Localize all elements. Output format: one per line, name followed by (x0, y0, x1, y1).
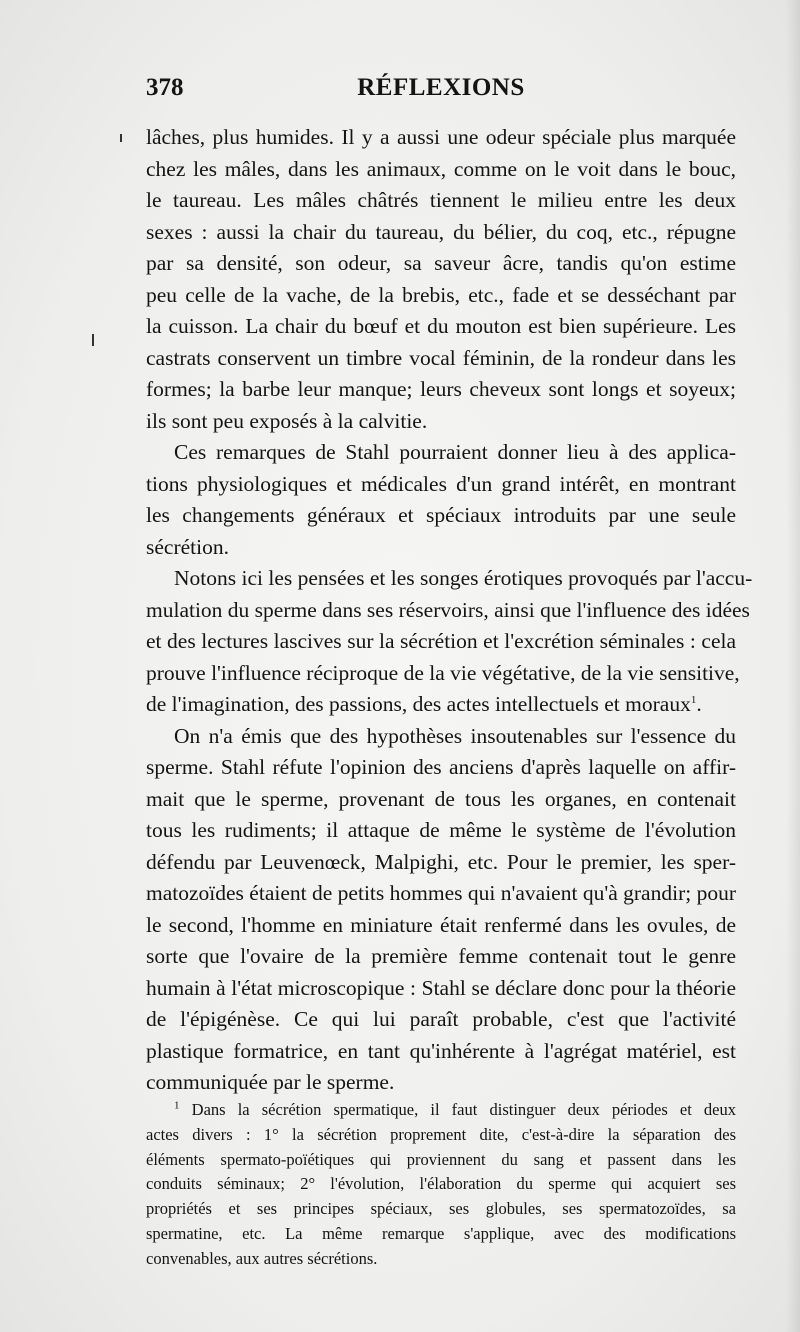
line-text: sécrétion. (146, 534, 229, 559)
text-line (146, 532, 736, 564)
footnote-text: propriétés et ses principes spéciaux, ses globules, ses spermatozoïdes, sa (146, 1199, 736, 1219)
line-text: tous les rudiments; il attaque de même le système de l'évolution (146, 818, 736, 842)
line-text: lâches, plus humides. Il y a aussi une odeur spéciale plus marquée (146, 125, 736, 149)
text-line (146, 217, 736, 249)
text-line (146, 469, 736, 501)
footnotes (146, 1098, 736, 1272)
text-line (146, 122, 736, 154)
text-line (146, 595, 750, 627)
text-line (146, 910, 736, 942)
footnote-text: actes divers : 1° la sécrétion proprement dite, c'est-à-dire la séparation des (146, 1124, 736, 1144)
line-text: formes; la barbe leur manque; leurs cheveux sont longs et soyeux; (146, 377, 736, 401)
footnote-line (146, 1123, 736, 1148)
line-text: Notons ici les pensées et les songes érotiques provoqués par l'accu- (174, 566, 753, 590)
line-text: les changements généraux et spéciaux introduits par une seule (146, 503, 736, 527)
footnote-text: Dans la sécrétion spermatique, il faut distinguer deux périodes et deux (191, 1100, 737, 1119)
text-line (146, 280, 736, 312)
line-text: castrats conservent un timbre vocal féminin, de la rondeur dans les (146, 345, 736, 370)
text-line (146, 1067, 736, 1099)
line-text: plastique formatrice, en tant qu'inhérente à l'agrégat matériel, est (146, 1038, 736, 1063)
margin-mark (120, 134, 122, 142)
text-line (146, 626, 736, 658)
line-text: le taureau. Les mâles châtrés tiennent le milieu entre les deux (146, 188, 736, 212)
line-text: chez les mâles, dans les animaux, comme on le voit dans le bouc, (146, 156, 736, 181)
margin-mark (92, 334, 94, 346)
line-text: défendu par Leuvenœck, Malpighi, etc. Pour le premier, les sper- (146, 849, 736, 874)
line-text: et des lectures lascives sur la sécrétion et l'excrétion séminales : cela (146, 629, 736, 653)
text-line (146, 343, 736, 375)
footnote-text: convenables, aux autres sécrétions. (146, 1248, 378, 1268)
text-line (146, 658, 740, 690)
text-line (146, 406, 736, 438)
text-line (146, 374, 736, 406)
line-text: humain à l'état microscopique : Stahl se déclare donc pour la théorie (146, 975, 736, 1000)
line-text: matozoïdes étaient de petits hommes qui n'avaient qu'à grandir; pour (146, 881, 736, 905)
text-line (146, 185, 736, 217)
running-head: RÉFLEXIONS (357, 74, 525, 101)
text-line (146, 784, 736, 816)
text-line (146, 752, 736, 784)
line-text: de l'imagination, des passions, des actes intellectuels et moraux (146, 692, 691, 716)
footnote-text: spermatine, etc. La même remarque s'applique, avec des modifications (146, 1223, 736, 1243)
text-line (146, 847, 736, 879)
text-line (146, 721, 736, 753)
line-text: ils sont peu exposés à la calvitie. (146, 408, 428, 433)
line-text: prouve l'influence réciproque de la vie végétative, de la vie sensitive, (146, 660, 740, 685)
text-line (146, 878, 736, 910)
body-text (146, 122, 753, 1099)
line-text: sperme. Stahl réfute l'opinion des anciens d'après laquelle on affir- (146, 755, 736, 779)
footnote-marker: 1 (174, 1099, 180, 1112)
text-line (146, 248, 736, 280)
text-line (146, 1004, 736, 1036)
footnote-line (146, 1247, 736, 1272)
footnote-line (146, 1197, 736, 1222)
text-line (146, 689, 736, 721)
footnote-text: conduits séminaux; 2° l'évolution, l'élaboration du sperme qui acquiert ses (146, 1174, 736, 1194)
footnote-line (146, 1148, 736, 1173)
text-line (146, 1036, 736, 1068)
page-header (146, 74, 736, 108)
footnote-line (146, 1222, 736, 1247)
line-text: par sa densité, son odeur, sa saveur âcre, tandis qu'on estime (146, 251, 736, 275)
line-text: communiquée par le sperme. (146, 1070, 395, 1094)
text-line (146, 815, 736, 847)
line-text: mait que le sperme, provenant de tous les organes, en contenait (146, 786, 736, 811)
line-text: sexes : aussi la chair du taureau, du bélier, du coq, etc., répugne (146, 219, 736, 244)
footnote-line (146, 1098, 736, 1123)
text-line (146, 154, 736, 186)
text-line (146, 437, 736, 469)
line-text: Ces remarques de Stahl pourraient donner lieu à des applica- (174, 440, 736, 464)
text-line (146, 941, 736, 973)
text-line (146, 500, 736, 532)
line-text: mulation du sperme dans ses réservoirs, ainsi que l'influence des idées (146, 597, 750, 622)
line-punctuation: . (696, 692, 702, 716)
line-text: la cuisson. La chair du bœuf et du mouton est bien supérieure. Les (146, 314, 736, 338)
footnote-text: éléments spermato-poïétiques qui proviennent du sang et passent dans les (146, 1149, 736, 1169)
line-text: sorte que l'ovaire de la première femme contenait tout le genre (146, 944, 736, 968)
line-text: le second, l'homme en miniature était renfermé dans les ovules, de (146, 912, 736, 937)
text-line (146, 563, 753, 595)
footnote-line (146, 1172, 736, 1197)
line-text: de l'épigénèse. Ce qui lui paraît probable, c'est que l'activité (146, 1007, 736, 1031)
page-edge-shadow (786, 0, 800, 1332)
line-text: tions physiologiques et médicales d'un grand intérêt, en montrant (146, 471, 736, 496)
text-line (146, 973, 736, 1005)
footnote-reference: 1 (690, 693, 697, 706)
line-text: On n'a émis que des hypothèses insoutenables sur l'essence du (174, 723, 736, 748)
text-line (146, 311, 736, 343)
page-number: 378 (146, 74, 184, 101)
line-text: peu celle de la vache, de la brebis, etc., fade et se desséchant par (146, 282, 736, 307)
